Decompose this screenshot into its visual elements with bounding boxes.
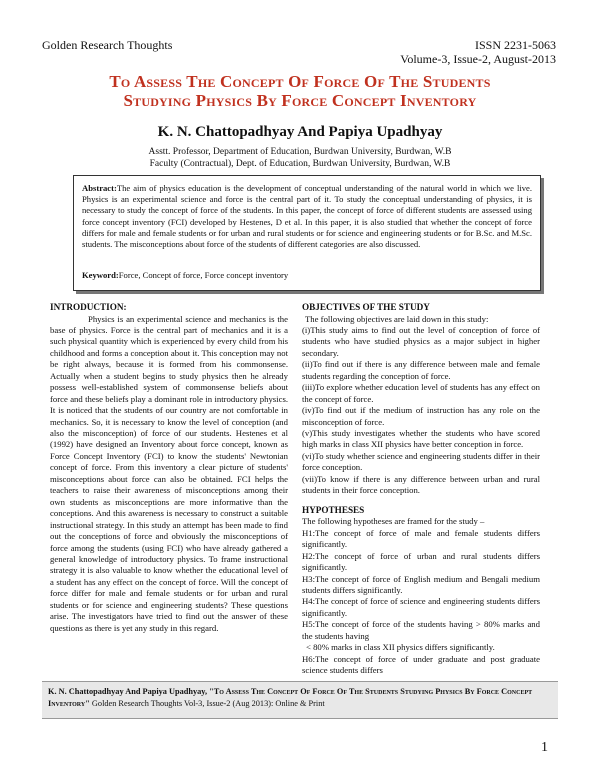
objective-item: (iv)To find out if the medium of instruction has any role on the misconception of force. bbox=[302, 405, 540, 427]
citation-title: "To Assess The Concept Of Force Of The Students Studying Physics By Force Concept Inventory" bbox=[48, 687, 533, 708]
objectives-heading: OBJECTIVES OF THE STUDY bbox=[302, 302, 430, 312]
paper-title-line-1: To Assess The Concept Of Force Of The Students bbox=[109, 72, 491, 91]
hypotheses-intro: The following hypotheses are framed for the study – bbox=[302, 516, 485, 527]
authors: K. N. Chattopadhyay And Papiya Upadhyay bbox=[157, 124, 443, 140]
abstract bbox=[82, 183, 532, 250]
objectives-section bbox=[302, 302, 540, 677]
hypothesis-item: H4:The concept of force of science and engineering students differs significantly. bbox=[302, 596, 540, 618]
introduction-section bbox=[50, 302, 288, 634]
citation bbox=[48, 686, 554, 710]
hypothesis-item: H5:The concept of force of the students having > 80% marks and the students having bbox=[302, 619, 540, 641]
introduction-text: Physics is an experimental science and mechanics is the base of physics. Force is the central part of mechanics and it is a such physical quantity which is experienced by every child from his childhood and forms a conception about it. This conception may not be right always, because it is formed from his commonsense. Actually when a student begins to study physics then he already possess well-established system of commonsense beliefs about force and these beliefs play a dominant role in introductory physics. It is noticed that the students of our country are not comfortable in mechanics. So, it is necessary to know the level of conception (and also the misconception) of force of our students. Hestenes et al (1992) have designed an Inventory about force concept, known as Force Concept Inventory (FCI) to know the students' Newtonian concept of force. From this inventory a clear picture of students' misconceptions about force can also be obtained. FCI helps the teachers to raise their awareness of misconceptions among their own students as misconceptions are more informative than the conceptions. And this awareness is necessary to construct a suitable instructional strategy. In this study an attempt has been made to find out the conceptions of force and obviously the misconceptions of force among the students (using FCI) who have already gathered a general knowledge of introductory physics. To frame instructional strategy it is also valuable to know whether the educational level of a student has any effect on the concept of force. Will the concept of force differ for male and female students or for urban and rural students or for science and engineering students? These questions arise. The investigators have tried to find out the answer of these questions as there is yet any study in this regard. bbox=[50, 313, 288, 633]
hypotheses-heading: HYPOTHESES bbox=[302, 504, 365, 515]
objective-item: (vi)To study whether science and engineering students differ in their force conception. bbox=[302, 450, 540, 473]
hypothesis-item: H2:The concept of force of urban and rural students differs significantly. bbox=[302, 550, 540, 573]
keyword-text: Force, Concept of force, Force concept inventory bbox=[118, 270, 289, 280]
hypothesis-item: < 80% marks in class XII physics differs significantly. bbox=[306, 642, 495, 653]
objective-item: (ii)To find out if there is any difference between male and female students regarding the conception of force. bbox=[302, 359, 540, 381]
abstract-text: The aim of physics education is the development of conceptual understanding of the natural world in which we live. Physics is an experimental science and force is the central part of it. To study the conceptual understanding of physics, it is necessary to study the concept of force of the students. In this paper, the concept of force of different students are assessed using force concept inventory (FCI) developed by Hestenes, D et al. In this paper, it is also studied that whether the concept of force differs for male and female students or for urban and rural students or for science and engineering students or for B.Sc. and M.Sc. students. The misconceptions about force of the students of different categories are also discussed. bbox=[82, 183, 532, 250]
objective-item: (i)This study aims to find out the level of conception of force of students who have studied physics as a major subject in higher secondary. bbox=[302, 324, 540, 358]
paper-title-line-2: Studying Physics By Force Concept Inventory bbox=[123, 91, 477, 110]
journal-name: Golden Research Thoughts bbox=[42, 38, 173, 52]
introduction-heading: INTRODUCTION: bbox=[50, 302, 127, 312]
keyword-label: Keyword: bbox=[82, 270, 119, 280]
objectives-intro: The following objectives are laid down in this study: bbox=[305, 313, 489, 324]
hypothesis-item: H1:The concept of force of male and female students differs significantly. bbox=[302, 527, 540, 550]
hypothesis-item: H6:The concept of force of under graduate and post graduate science students differs bbox=[302, 653, 540, 676]
volume-info: Volume-3, Issue-2, August-2013 bbox=[400, 52, 556, 66]
issn: ISSN 2231-5063 bbox=[474, 38, 556, 52]
keywords bbox=[82, 270, 532, 281]
objective-item: (vii)To know if there is any difference between urban and rural students in their force conception. bbox=[302, 473, 540, 496]
affiliation-1: Asstt. Professor, Department of Education, Burdwan University, Burdwan, W.B bbox=[148, 147, 452, 157]
citation-authors: K. N. Chattopadhyay And Papiya Upadhyay, bbox=[48, 687, 208, 696]
hypothesis-item: H3:The concept of force of English medium and Bengali medium students differs significantly. bbox=[302, 573, 540, 595]
objective-item: (v)This study investigates whether the students who have scored high marks in class XII physics have better conception in force. bbox=[302, 428, 540, 450]
citation-source: Golden Research Thoughts Vol-3, Issue-2 (Aug 2013): Online & Print bbox=[89, 699, 325, 708]
page-number: 1 bbox=[541, 740, 548, 755]
objective-item: (iii)To explore whether education level of students has any effect on the concept of force. bbox=[302, 382, 540, 404]
abstract-label: Abstract: bbox=[82, 183, 117, 193]
affiliation-2: Faculty (Contractual), Dept. of Education, Burdwan University, Burdwan, W.B bbox=[149, 159, 451, 169]
